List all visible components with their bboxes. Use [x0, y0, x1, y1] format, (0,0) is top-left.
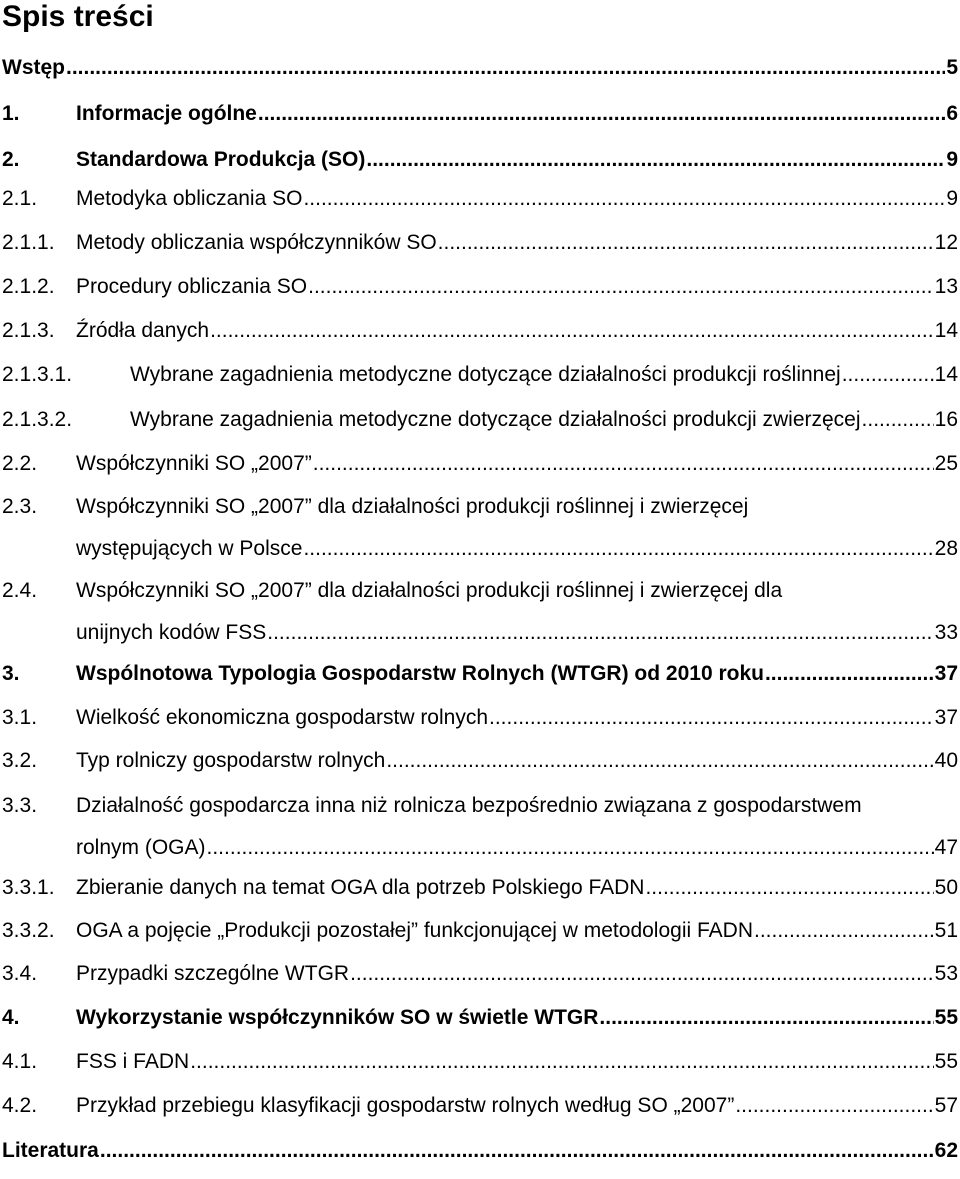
dot-leader [754, 917, 934, 945]
dot-leader [303, 535, 933, 563]
dot-leader [190, 1048, 933, 1076]
toc-entry-number: 3.1. [2, 706, 38, 729]
toc-entry-page: 37 [934, 706, 958, 729]
toc-entry-page: 55 [934, 1006, 958, 1029]
toc-entry[interactable] [0, 493, 958, 563]
dot-leader [308, 273, 934, 301]
toc-entry-number: 3.3. [2, 794, 38, 817]
toc-entry-title: Współczynniki SO „2007” [76, 452, 312, 475]
toc-entry-number: 2.1.2. [2, 275, 55, 298]
toc-entry-number: 3. [2, 662, 20, 685]
toc-entry-title: Wspólnotowa Typologia Gospodarstw Rolnych (WTGR) od 2010 roku [76, 662, 764, 685]
toc-entry[interactable] [0, 577, 958, 647]
toc-entry-number: 2.4. [2, 579, 38, 602]
toc-entry-title: Metody obliczania współczynników SO [76, 231, 437, 254]
toc-entry-title: Działalność gospodarcza inna niż rolnicza bezpośrednio związana z gospodarstwem [76, 794, 862, 817]
toc-entry-page: 55 [934, 1050, 958, 1073]
toc-entry[interactable] [0, 917, 958, 945]
toc-entry-page: 51 [934, 919, 958, 942]
dot-leader [100, 1137, 934, 1165]
toc-entry-page: 25 [934, 452, 958, 475]
toc-entry[interactable] [0, 100, 958, 128]
toc-entry-title: OGA a pojęcie „Produkcji pozostałej” funkcjonującej w metodologii FADN [76, 919, 753, 942]
toc-entry-page: 9 [946, 148, 958, 171]
toc-entry-page: 40 [934, 749, 958, 772]
toc-entry-title: FSS i FADN [76, 1050, 190, 1073]
toc-entry-number: 4.1. [2, 1050, 38, 1073]
page-title: Spis treści [2, 0, 154, 33]
toc-entry-page: 16 [934, 408, 958, 431]
dot-leader [350, 960, 934, 988]
toc-entry-number: 2.1. [2, 187, 38, 210]
toc-entry[interactable] [0, 406, 958, 434]
dot-leader [366, 146, 945, 174]
toc-entry[interactable] [0, 273, 958, 301]
toc-entry-number: 3.3.2. [2, 919, 55, 942]
toc-entry-number: Literatura [2, 1139, 99, 1162]
dot-leader [207, 834, 934, 862]
toc-entry-number: Wstęp [2, 56, 65, 79]
toc-entry[interactable] [0, 704, 958, 732]
toc-entry-page: 13 [934, 275, 958, 298]
toc-entry-title: Standardowa Produkcja (SO) [76, 148, 366, 171]
toc-entry-title-continuation: unijnych kodów FSS [76, 621, 267, 644]
toc-entry-number: 1. [2, 102, 20, 125]
toc-entry-number: 4. [2, 1006, 20, 1029]
toc-entry-title: Zbieranie danych na temat OGA dla potrzeb Polskiego FADN [76, 876, 645, 899]
toc-entry[interactable] [0, 660, 958, 688]
toc-entry-title: Wielkość ekonomiczna gospodarstw rolnych [76, 706, 489, 729]
toc-entry-number: 2.2. [2, 452, 38, 475]
toc-entry-number: 2.1.3.1. [2, 363, 73, 386]
toc-entry-page: 14 [934, 319, 958, 342]
toc-entry-page: 9 [946, 187, 958, 210]
toc-entry[interactable] [0, 747, 958, 775]
dot-leader [735, 1092, 933, 1120]
toc-entry-page: 5 [946, 56, 958, 79]
toc-entry-title: Procedury obliczania SO [76, 275, 308, 298]
toc-entry-number: 2.1.3.2. [2, 408, 73, 431]
toc-entry-page: 14 [934, 363, 958, 386]
toc-entry[interactable] [0, 146, 958, 174]
dot-leader [438, 229, 934, 257]
toc-entry-title: Źródła danych [76, 319, 210, 342]
toc-entry-page: 62 [934, 1139, 958, 1162]
toc-entry-number: 3.4. [2, 962, 38, 985]
toc-entry-page: 6 [946, 102, 958, 125]
dot-leader [842, 361, 934, 389]
dot-leader [489, 704, 934, 732]
toc-entry-page: 37 [934, 662, 958, 685]
toc-entry-title: Typ rolniczy gospodarstw rolnych [76, 749, 386, 772]
dot-leader [386, 747, 933, 775]
toc-entry-title: Współczynniki SO „2007” dla działalności produkcji roślinnej i zwierzęcej dla [76, 579, 783, 602]
dot-leader [862, 406, 934, 434]
toc-entry[interactable] [0, 1092, 958, 1120]
toc-entry[interactable] [0, 960, 958, 988]
toc-entry[interactable] [0, 229, 958, 257]
toc-entry-title: Wybrane zagadnienia metodyczne dotyczące działalności produkcji roślinnej [130, 363, 841, 386]
toc-entry-number: 2.1.1. [2, 231, 55, 254]
toc-entry-number: 2.3. [2, 495, 38, 518]
toc-entry[interactable] [0, 317, 958, 345]
toc-entry-page: 12 [934, 231, 958, 254]
toc-entry-page: 47 [934, 836, 958, 859]
toc-entry-page: 57 [934, 1094, 958, 1117]
toc-entry-title: Metodyka obliczania SO [76, 187, 303, 210]
toc-entry-title: Przykład przebiegu klasyfikacji gospodarstw rolnych według SO „2007” [76, 1094, 735, 1117]
toc-entry-page: 53 [934, 962, 958, 985]
toc-entry-page: 28 [934, 537, 958, 560]
toc-entry[interactable] [0, 185, 958, 213]
toc-entry-number: 2.1.3. [2, 319, 55, 342]
toc-entry-number: 3.2. [2, 749, 38, 772]
toc-entry-number: 2. [2, 148, 20, 171]
toc-entry-title-continuation: występujących w Polsce [76, 537, 303, 560]
dot-leader [303, 185, 945, 213]
toc-entry-page: 33 [934, 621, 958, 644]
dot-leader [267, 619, 933, 647]
toc-entry[interactable] [0, 1048, 958, 1076]
toc-entry[interactable] [0, 54, 958, 82]
toc-entry[interactable] [0, 874, 958, 902]
toc-entry-page: 50 [934, 876, 958, 899]
toc-entry-title: Informacje ogólne [76, 102, 257, 125]
dot-leader [66, 54, 945, 82]
dot-leader [313, 450, 934, 478]
dot-leader [765, 660, 934, 688]
toc-entry-title: Wykorzystanie współczynników SO w świetle WTGR [76, 1006, 599, 1029]
dot-leader [210, 317, 934, 345]
toc-entry-title: Przypadki szczególne WTGR [76, 962, 350, 985]
toc-entry[interactable] [0, 361, 958, 389]
dot-leader [258, 100, 945, 128]
toc-entry[interactable] [0, 450, 958, 478]
toc-entry-number: 3.3.1. [2, 876, 55, 899]
toc-entry-number: 4.2. [2, 1094, 38, 1117]
dot-leader [645, 874, 933, 902]
dot-leader [599, 1004, 933, 1032]
toc-entry-title: Wybrane zagadnienia metodyczne dotyczące działalności produkcji zwierzęcej [130, 408, 861, 431]
toc-entry[interactable] [0, 792, 958, 862]
toc-entry-title: Współczynniki SO „2007” dla działalności produkcji roślinnej i zwierzęcej [76, 495, 749, 518]
toc-entry[interactable] [0, 1137, 958, 1165]
toc-entry[interactable] [0, 1004, 958, 1032]
toc-entry-title-continuation: rolnym (OGA) [76, 836, 206, 859]
